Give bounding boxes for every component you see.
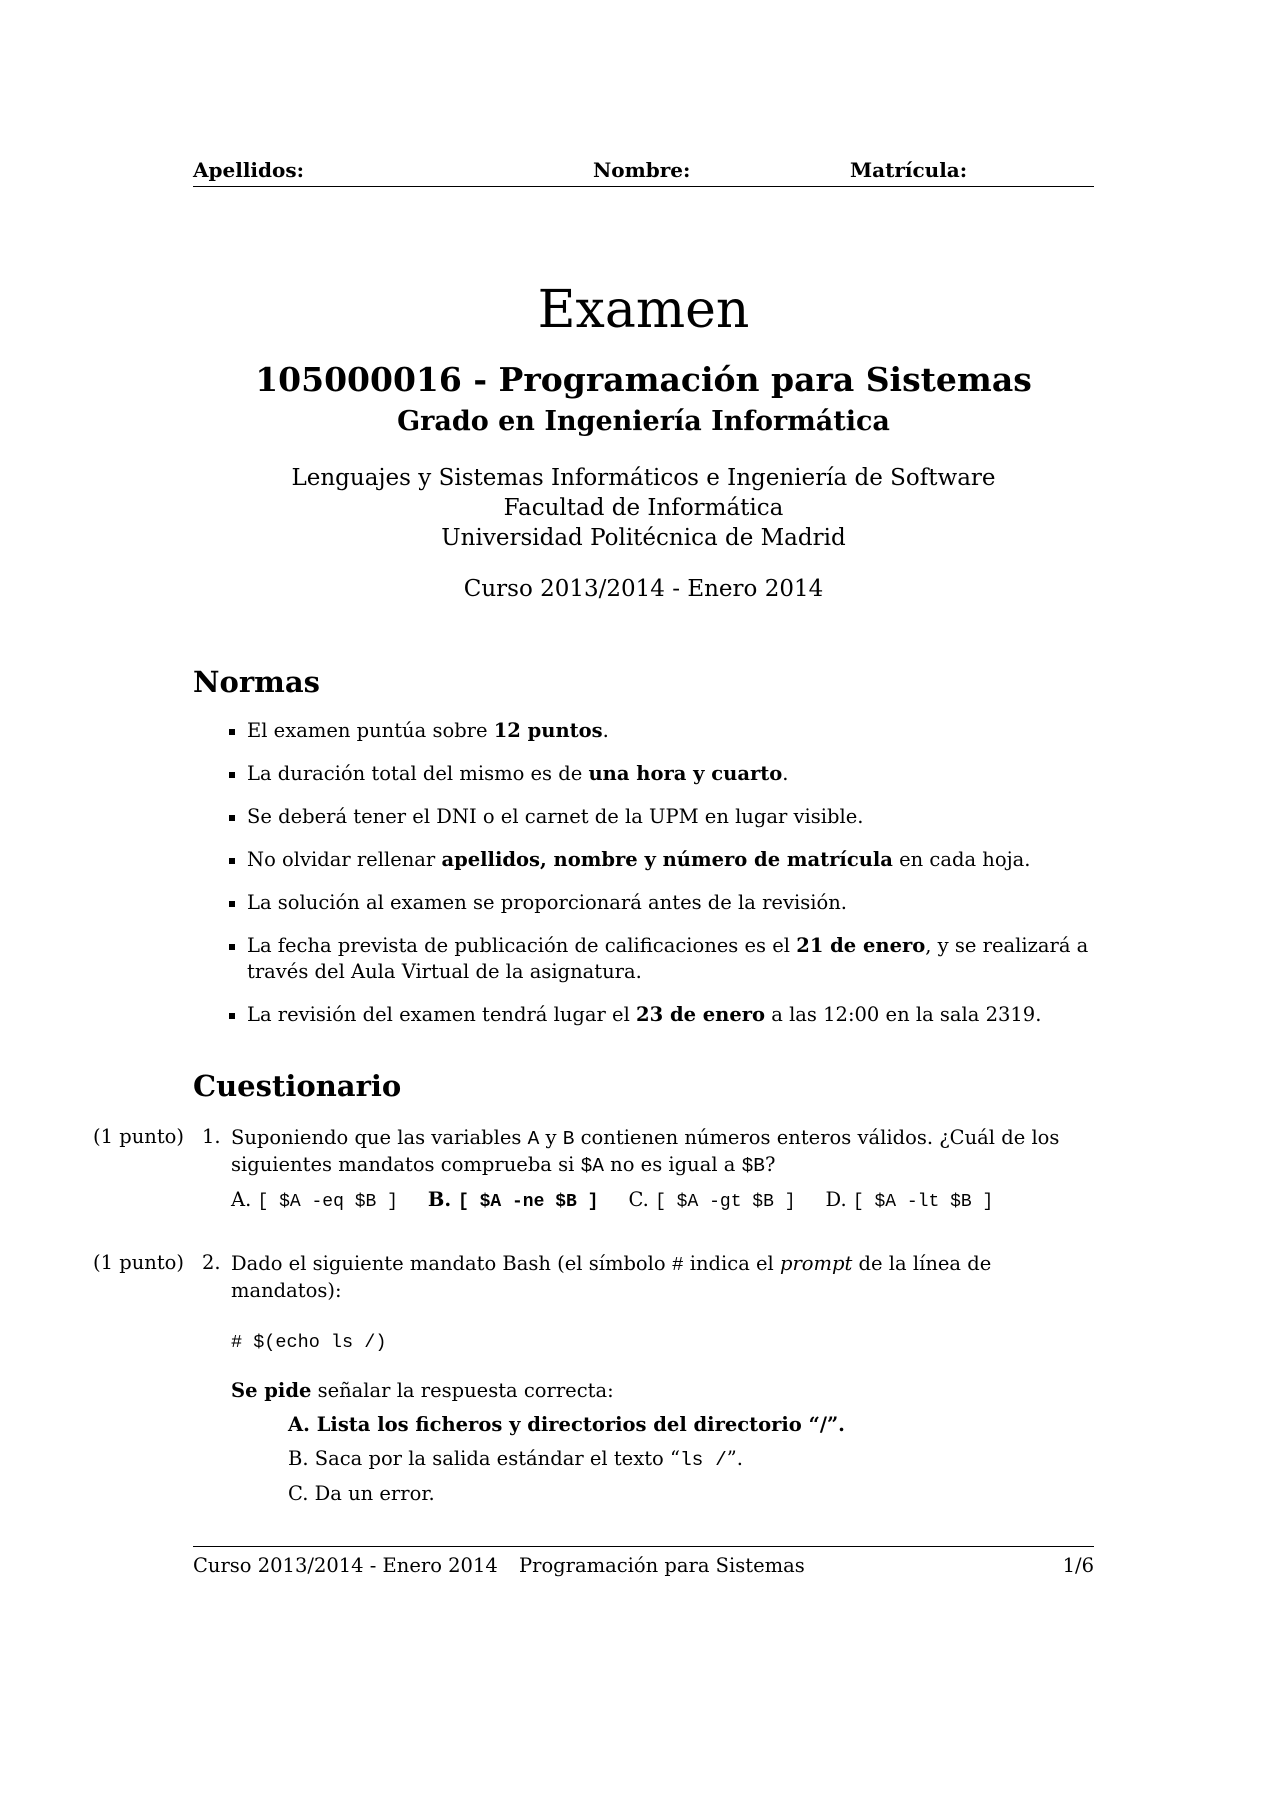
answer-list — [288, 1408, 1101, 1511]
rule-item: Se deberá tener el DNI o el carnet de la UPM en lugar visible. — [193, 804, 1093, 830]
option-d: D. [ $A -lt $B ] — [825, 1188, 994, 1212]
department: Lenguajes y Sistemas Informáticos e Ingeniería de Software — [291, 465, 996, 491]
course-name: 105000016 - Programación para Sistemas — [255, 360, 1032, 399]
affiliation — [193, 463, 1094, 553]
rule-item: La duración total del mismo es de una hora y cuarto. — [193, 761, 1093, 787]
answer-options — [231, 1187, 1101, 1215]
question-points: (1 punto) — [93, 1251, 184, 1274]
normas-heading: Normas — [193, 665, 320, 699]
surname-field-label: Apellidos: — [193, 158, 304, 182]
faculty: Facultad de Informática — [503, 495, 784, 521]
rule-item: La revisión del examen tendrá lugar el 23 de enero a las 12:00 en la sala 2319. — [193, 1002, 1093, 1028]
footer-subject: Programación para Sistemas — [519, 1554, 805, 1577]
university: Universidad Politécnica de Madrid — [441, 525, 846, 551]
enrollment-field-label: Matrícula: — [850, 158, 968, 182]
rules-list — [193, 718, 1093, 1045]
page-footer — [193, 1546, 1094, 1583]
rule-item: No olvidar rellenar apellidos, nombre y número de matrícula en cada hoja. — [193, 847, 1093, 873]
question-text: Suponiendo que las variables A y B contienen números enteros válidos. ¿Cuál de los siguientes mandatos comprueba si $A no es igual a $B? — [231, 1126, 1060, 1177]
name-field-label: Nombre: — [593, 158, 691, 182]
question-number: 1. — [202, 1125, 221, 1148]
question-ask: Se pide señalar la respuesta correcta: — [231, 1379, 614, 1402]
option-a: A. [ $A -eq $B ] — [231, 1188, 398, 1212]
rule-item: La fecha prevista de publicación de calificaciones es el 21 de enero, y se realizará a través del Aula Virtual de la asignatura. — [193, 933, 1093, 985]
question-points: (1 punto) — [93, 1125, 184, 1148]
cuestionario-heading: Cuestionario — [193, 1069, 402, 1103]
option-b-correct: B. [ $A -ne $B ] — [427, 1188, 599, 1212]
rule-item: La solución al examen se proporcionará antes de la revisión. — [193, 890, 1093, 916]
option-c: C. [ $A -gt $B ] — [628, 1188, 796, 1212]
code-block: # $(echo ls /) — [231, 1332, 387, 1353]
exam-title: Examen — [537, 280, 750, 340]
answer-a-correct: A. Lista los ficheros y directorios del directorio “/”. — [288, 1413, 845, 1436]
question-text: Dado el siguiente mandato Bash (el símbolo # indica el prompt de la línea de mandatos): — [231, 1252, 992, 1302]
question-body — [231, 1251, 1101, 1511]
rule-item: El examen puntúa sobre 12 puntos. — [193, 718, 1093, 744]
student-header — [193, 156, 1094, 187]
question-body — [231, 1125, 1101, 1215]
footer-course: Curso 2013/2014 - Enero 2014 — [193, 1554, 498, 1577]
answer-c: C. Da un error. — [288, 1482, 435, 1505]
exam-session: Curso 2013/2014 - Enero 2014 — [463, 576, 824, 602]
page-number: 1/6 — [1062, 1554, 1094, 1577]
degree-name: Grado en Ingeniería Informática — [397, 406, 890, 437]
answer-b: B. Saca por la salida estándar el texto “ls /”. — [288, 1447, 743, 1471]
question-number: 2. — [202, 1251, 221, 1274]
